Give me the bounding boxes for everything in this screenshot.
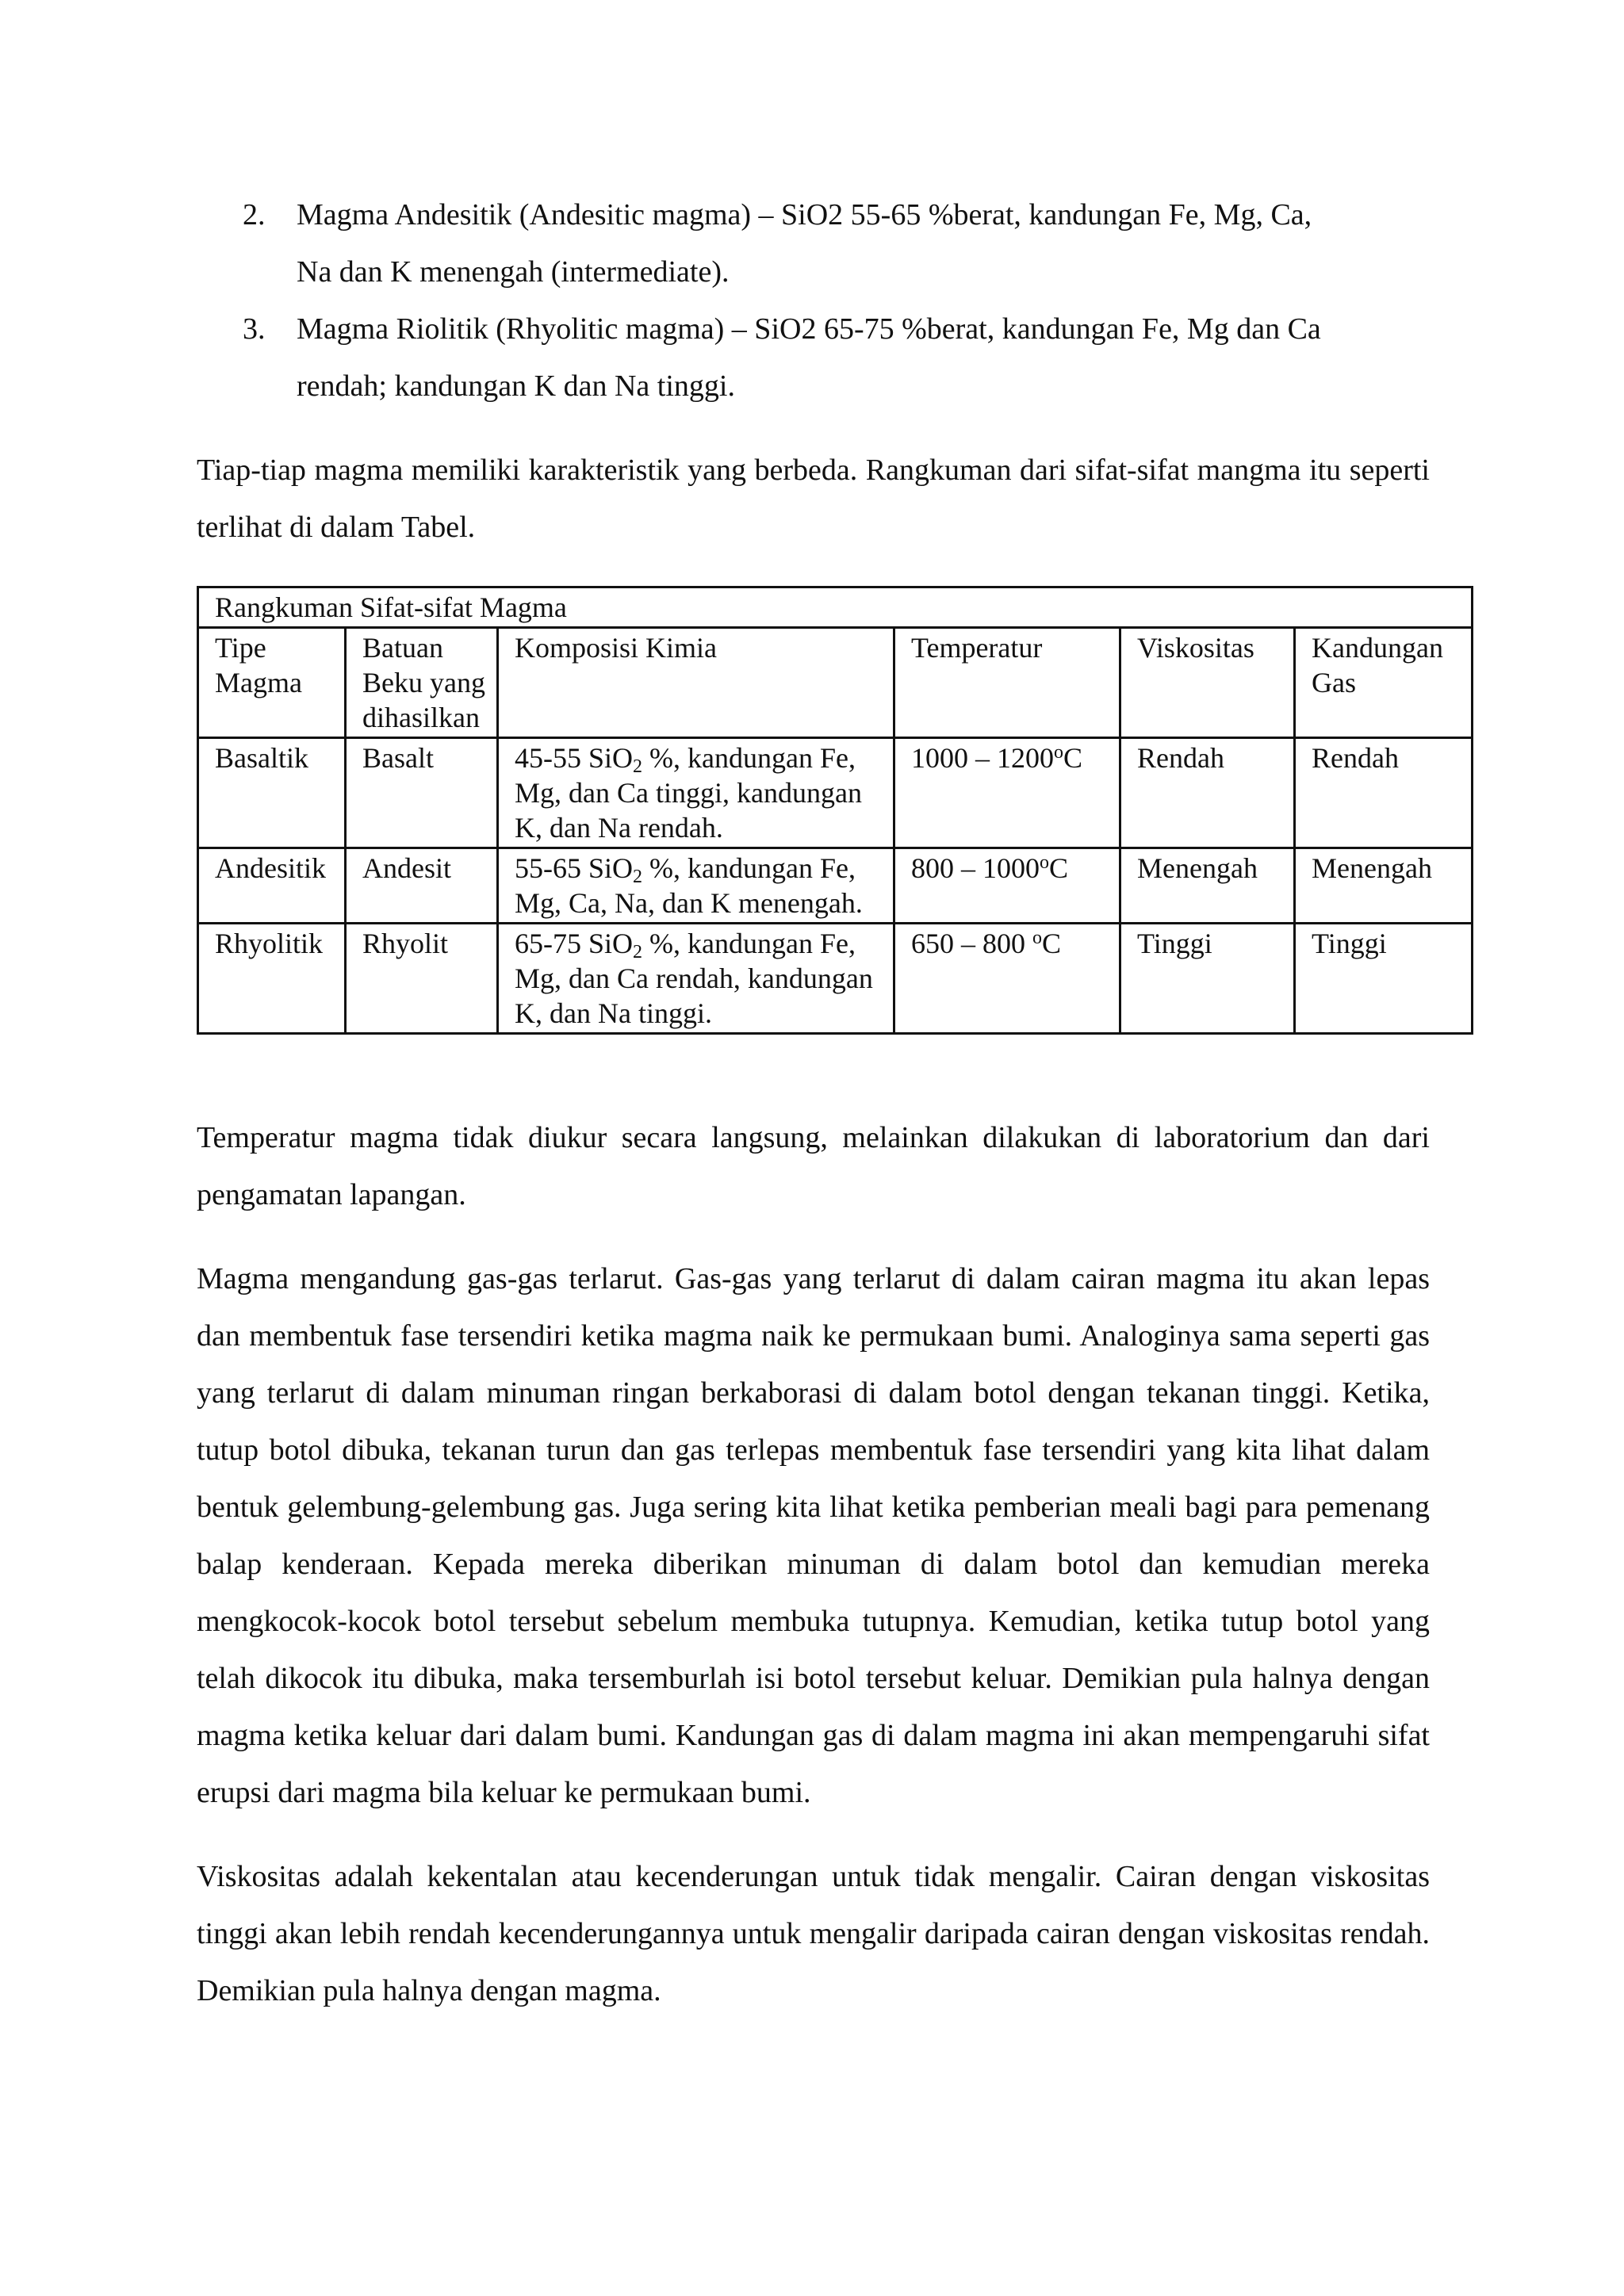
cell-batuan: Andesit	[346, 848, 498, 924]
cell-temperatur	[894, 738, 1120, 848]
header-temperatur: Temperatur	[894, 628, 1120, 738]
header-tipe-magma: Tipe Magma	[198, 628, 346, 738]
list-text-line: Na dan K menengah (intermediate).	[297, 255, 730, 289]
subscript: 2	[633, 942, 643, 962]
temperatur-unit: C	[1049, 852, 1069, 884]
superscript: o	[1032, 928, 1042, 948]
gas-paragraph: Magma mengandung gas-gas terlarut. Gas-gas yang terlarut di dalam cairan magma itu akan lepas dan membentuk fase tersendiri ketika magma naik ke permukaan bumi. Analoginya sama seperti gas yang terlarut di dalam minuman ringan berkaborasi di dalam botol dengan tekanan tinggi. Ketika, tutup botol dibuka, tekanan turun dan gas terlepas membentuk fase tersendiri yang kita lihat dalam bentuk gelembung-gelembung gas. Juga sering kita lihat ketika pemberian meali bagi para pemenang balap kenderaan. Kepada mereka diberikan minuman di dalam botol dan kemudian mereka mengkocok-kocok botol tersebut sebelum membuka tutupnya. Kemudian, ketika tutup botol yang telah dikocok itu dibuka, maka tersemburlah isi botol tersebut keluar. Demikian pula halnya dengan magma ketika keluar dari dalam bumi. Kandungan gas di dalam magma ini akan mempengaruhi sifat erupsi dari magma bila keluar ke permukaan bumi.	[197, 1262, 1430, 1809]
komposisi-text: 55-65 SiO	[515, 852, 634, 884]
temperatur-text: 1000 – 1200	[911, 742, 1054, 774]
list-text-line: rendah; kandungan K dan Na tinggi.	[297, 369, 735, 403]
subscript: 2	[633, 867, 643, 887]
intro-paragraph: Tiap-tiap magma memiliki karakteristik yang berbeda. Rangkuman dari sifat-sifat mangma itu seperti terlihat di dalam Tabel.	[197, 453, 1430, 544]
list-text-line: Magma Andesitik (Andesitic magma) – SiO2 55-65 %berat, kandungan Fe, Mg, Ca,	[297, 198, 1312, 232]
magma-type-list	[197, 186, 1430, 415]
cell-viskositas: Tinggi	[1120, 924, 1295, 1034]
list-item	[197, 186, 1430, 300]
komposisi-text: 45-55 SiO	[515, 742, 634, 774]
cell-tipe: Rhyolitik	[198, 924, 346, 1034]
magma-table-wrapper	[197, 586, 1443, 1035]
cell-batuan: Rhyolit	[346, 924, 498, 1034]
viskositas-paragraph: Viskositas adalah kekentalan atau kecenderungan untuk tidak mengalir. Cairan dengan viskositas tinggi akan lebih rendah kecenderungannya untuk mengalir daripada cairan dengan viskositas rendah. Demikian pula halnya dengan magma.	[197, 1860, 1430, 2007]
komposisi-text: %, kandungan Fe, Mg, Ca, Na, dan K menengah.	[515, 852, 863, 919]
cell-tipe: Basaltik	[198, 738, 346, 848]
page-content	[197, 186, 1443, 2019]
table-caption-row	[198, 587, 1473, 628]
list-number: 2.	[243, 198, 266, 232]
list-number: 3.	[243, 312, 266, 346]
komposisi-text: %, kandungan Fe, Mg, dan Ca tinggi, kandungan K, dan Na rendah.	[515, 742, 862, 844]
cell-tipe: Andesitik	[198, 848, 346, 924]
komposisi-text: 65-75 SiO	[515, 928, 634, 959]
temperatur-paragraph: Temperatur magma tidak diukur secara langsung, melainkan dilakukan di laboratorium dan dari pengamatan lapangan.	[197, 1121, 1430, 1211]
temperatur-unit: C	[1042, 928, 1062, 959]
header-viskositas: Viskositas	[1120, 628, 1295, 738]
table-row	[198, 738, 1473, 848]
cell-kandungan-gas: Menengah	[1295, 848, 1473, 924]
temperatur-text: 650 – 800	[911, 928, 1032, 959]
temperatur-unit: C	[1063, 742, 1083, 774]
cell-komposisi	[498, 848, 894, 924]
cell-viskositas: Menengah	[1120, 848, 1295, 924]
header-batuan-beku: Batuan Beku yang dihasilkan	[346, 628, 498, 738]
header-kandungan-gas: Kandungan Gas	[1295, 628, 1473, 738]
superscript: o	[1040, 852, 1049, 873]
table-row	[198, 924, 1473, 1034]
table-header-row	[198, 628, 1473, 738]
list-item	[197, 300, 1430, 415]
cell-temperatur	[894, 924, 1120, 1034]
temperatur-text: 800 – 1000	[911, 852, 1040, 884]
komposisi-text: %, kandungan Fe, Mg, dan Ca rendah, kandungan K, dan Na tinggi.	[515, 928, 873, 1029]
list-text-line: Magma Riolitik (Rhyolitic magma) – SiO2 65-75 %berat, kandungan Fe, Mg dan Ca	[297, 312, 1321, 346]
magma-properties-table	[197, 586, 1473, 1035]
table-caption: Rangkuman Sifat-sifat Magma	[198, 587, 1473, 628]
cell-komposisi	[498, 924, 894, 1034]
cell-batuan: Basalt	[346, 738, 498, 848]
cell-temperatur	[894, 848, 1120, 924]
cell-komposisi	[498, 738, 894, 848]
cell-viskositas: Rendah	[1120, 738, 1295, 848]
header-komposisi-kimia: Komposisi Kimia	[498, 628, 894, 738]
cell-kandungan-gas: Tinggi	[1295, 924, 1473, 1034]
subscript: 2	[633, 756, 643, 777]
cell-kandungan-gas: Rendah	[1295, 738, 1473, 848]
superscript: o	[1054, 742, 1063, 763]
table-row	[198, 848, 1473, 924]
